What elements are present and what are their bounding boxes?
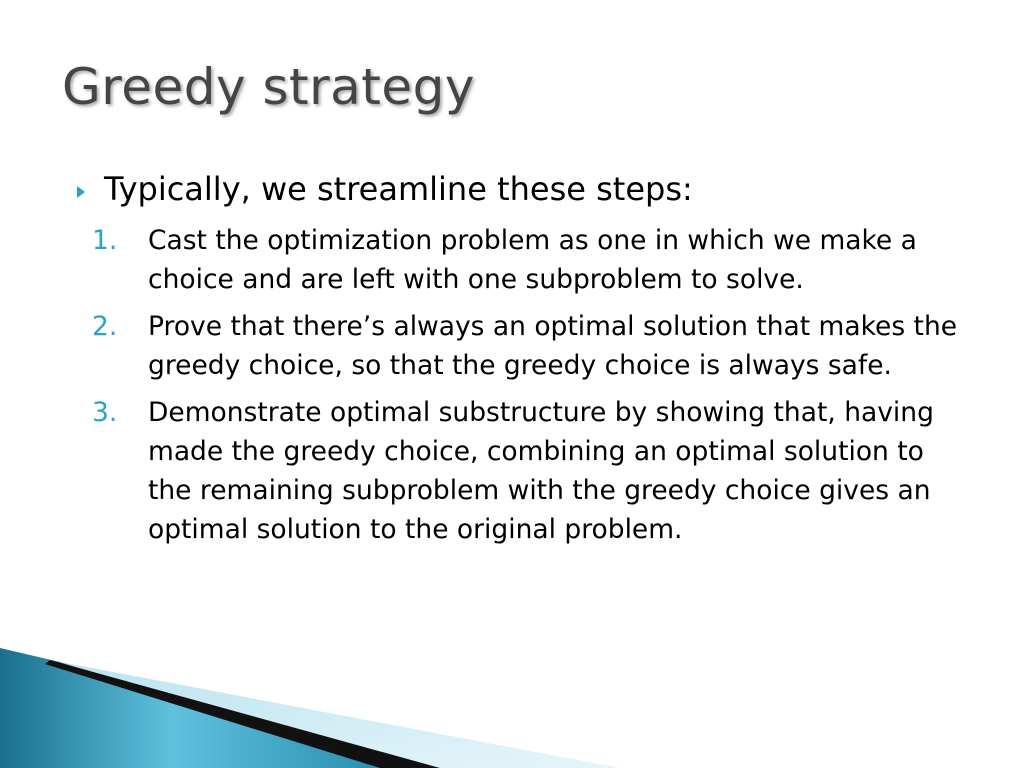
step-text: Prove that there’s always an optimal solution that makes the greedy choice, so that the greedy choice is always safe. (148, 311, 958, 381)
step-text: Demonstrate optimal substructure by showing that, having made the greedy choice, combining an optimal solution to the remaining subproblem with the greedy choice gives an optimal solution to the original problem. (148, 397, 934, 545)
step-text: Cast the optimization problem as one in which we make a choice and are left with one subproblem to solve. (148, 225, 917, 295)
slide-title: Greedy strategy (62, 58, 475, 116)
step-number: 1. (92, 225, 118, 256)
step-number: 3. (92, 397, 118, 428)
step-number: 2. (92, 311, 118, 342)
bullet-text: Typically, we streamline these steps: (104, 170, 693, 208)
